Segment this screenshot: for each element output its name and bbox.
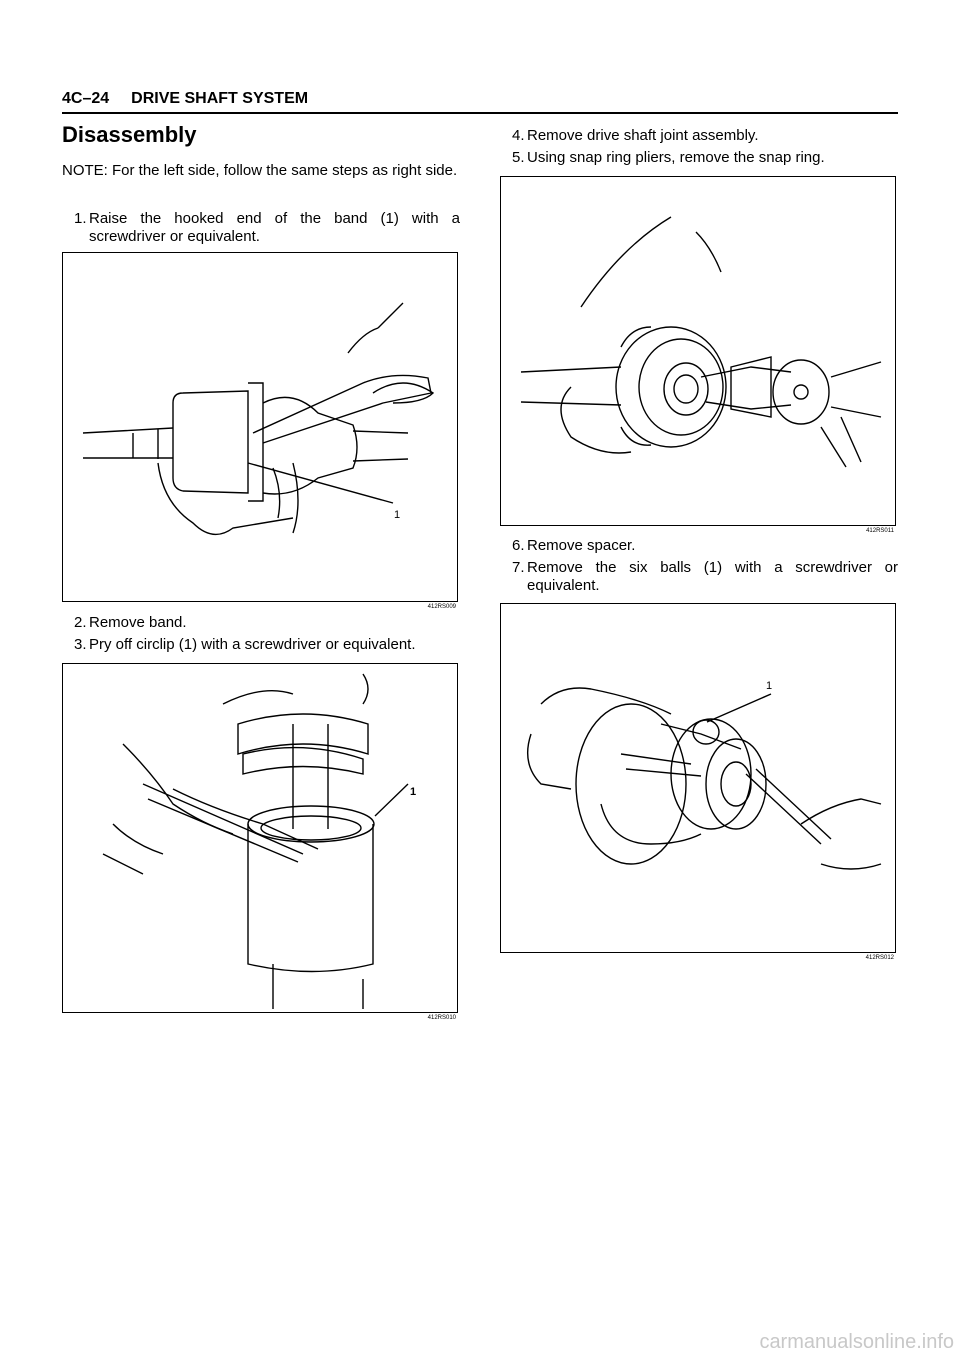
note-text: NOTE: For the left side, follow the same steps as right side. (62, 162, 458, 179)
step-number: 6. (512, 537, 525, 554)
step-text: Remove the six balls (1) with a screwdriver or equivalent. (527, 559, 898, 594)
step-text: Remove drive shaft joint assembly. (527, 127, 759, 144)
callout-1: 1 (394, 509, 401, 521)
step-1 (74, 210, 460, 246)
section-title: DRIVE SHAFT SYSTEM (131, 90, 309, 107)
step-number: 5. (512, 149, 525, 166)
page-header (62, 90, 898, 114)
step-number: 2. (74, 614, 87, 631)
step-number: 1. (74, 210, 87, 227)
step-text: Remove band. (89, 614, 187, 631)
figure-code: 412RS009 (427, 604, 456, 610)
circlip-illustration (63, 664, 459, 1014)
figure-circlip (62, 663, 458, 1021)
figure-code: 412RS012 (865, 955, 894, 961)
band-hook-illustration (63, 253, 459, 603)
step-4 (512, 127, 898, 145)
callout-1: 1 (410, 786, 417, 798)
step-number: 7. (512, 559, 525, 576)
figure-band-hook (62, 252, 458, 610)
figure-code: 412RS011 (866, 528, 894, 534)
figure-six-balls (500, 603, 896, 961)
step-number: 3. (74, 636, 87, 653)
callout-1: 1 (766, 680, 773, 692)
step-3 (74, 636, 460, 654)
snap-ring-illustration (501, 177, 897, 527)
step-text: Raise the hooked end of the band (1) with a screwdriver or equivalent. (89, 210, 460, 245)
watermark: carmanualsonline.info (759, 1331, 954, 1353)
step-5 (512, 149, 898, 167)
six-balls-illustration (501, 604, 897, 954)
step-text: Pry off circlip (1) with a screwdriver or equivalent. (89, 636, 416, 653)
step-text: Using snap ring pliers, remove the snap ring. (527, 149, 825, 166)
figure-snap-ring (500, 176, 896, 534)
page-title: Disassembly (62, 122, 197, 147)
step-7 (512, 559, 898, 595)
figure-code: 412RS010 (427, 1015, 456, 1021)
step-6 (512, 537, 898, 555)
step-number: 4. (512, 127, 525, 144)
step-2 (74, 614, 460, 632)
page-number: 4C–24 (62, 90, 110, 107)
step-text: Remove spacer. (527, 537, 636, 554)
